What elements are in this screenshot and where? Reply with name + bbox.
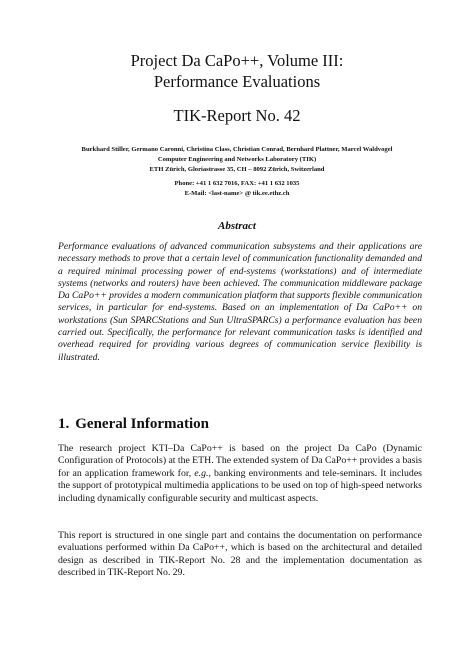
section-number: 1. xyxy=(58,416,70,432)
section-heading xyxy=(58,415,209,433)
abstract-text: Performance evaluations of advanced communication subsystems and their applications are necessary methods to prove that a certain level of communication functionality demanded and a required minimal processing power of end-systems (workstations) and of intermediate systems (networks and routers) have been achieved. The communication middleware package Da CaPo++ provides a modern communication platform that supports flexible communication services, in particular for end-systems. Based on an implementation of Da CaPo++ on workstations (Sun SPARCStations and Sun UltraSPARCs) a performance evaluation has been carried out. Specifically, the performance for relevant communication tasks is identified and overhead required for providing various degrees of communication service flexibility is illustrated. xyxy=(58,241,422,363)
author-list: Burkhard Stiller, Germano Caronni, Christina Class, Christian Conrad, Bernhard Plattner, Marcel Waldvogel xyxy=(81,146,393,153)
paragraph-1-eg: e.g. xyxy=(194,467,209,479)
author-block xyxy=(40,145,434,199)
paragraph-1 xyxy=(58,443,422,505)
affiliation-line-2: ETH Zürich, Gloriastrasse 35, CH – 8092 Zürich, Switzerland xyxy=(149,166,325,173)
report-number: TIK-Report No. 42 xyxy=(173,106,301,125)
affiliation-line-1: Computer Engineering and Networks Laboratory (TIK) xyxy=(157,156,317,163)
section-title: General Information xyxy=(75,416,209,432)
abstract-heading: Abstract xyxy=(218,220,256,232)
document-title xyxy=(0,50,474,92)
paragraph-2: This report is structured in one single part and contains the documentation on performance evaluations performed within Da CaPo++, which is based on the architectural and detailed design as described in TIK-Report No. 28 and the implementation documentation as described in TIK-Report No. 29. xyxy=(58,530,422,579)
contact-email: E-Mail: <last-name> @ tik.ee.ethz.ch xyxy=(184,190,290,197)
contact-phone: Phone: +41 1 632 7016, FAX: +41 1 632 1035 xyxy=(174,180,300,187)
title-line-2: Performance Evaluations xyxy=(153,72,321,91)
title-line-1: Project Da CaPo++, Volume III: xyxy=(130,51,344,70)
paragraph-1-part-b: , banking environments and tele-seminars. It includes the support of prototypical multimedia applications to be used on top of high-speed networks including dynamically configurable security and multicast aspects. xyxy=(58,467,422,504)
paragraph-1-part-a: The research project KTI–Da CaPo++ is based on the project Da CaPo (Dynamic Configuration of Protocols) at the ETH. The extended system of Da CaPo++ provides a basis for an application framework for, xyxy=(58,443,422,479)
